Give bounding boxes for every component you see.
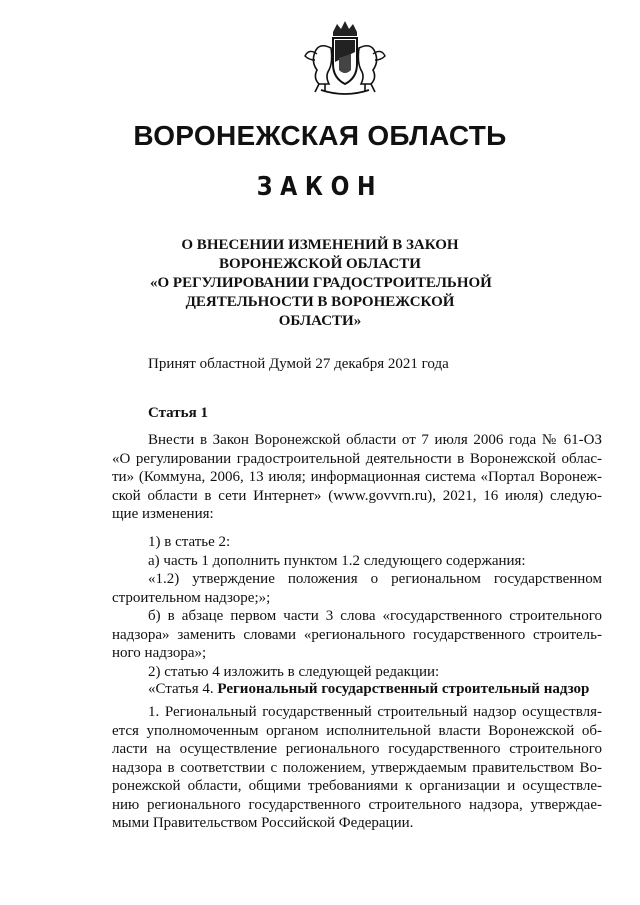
text-line: ронежской области, общими требованиями к организации и осуществле- (112, 778, 602, 794)
law-headline (150, 236, 490, 331)
text-line: надзора в соответствии с положением, утверждаемым правительством Во- (112, 759, 602, 776)
text-line: надзора» заменить словами «регионального государственного строитель- (112, 626, 602, 643)
text-line: б) в абзаце первом части 3 слова «государственного строительного (148, 608, 602, 624)
new-article-heading-line (112, 680, 602, 699)
text-line: щие изменения: (112, 506, 214, 522)
headline-line: «О РЕГУЛИРОВАНИИ ГРАДОСТРОИТЕЛЬНОЙ (150, 275, 492, 291)
adoption-date: Принят областной Думой 27 декабря 2021 года (148, 356, 449, 372)
text-line: мыми Правительством Российской Федерации. (112, 815, 414, 831)
text-line: ласти на осуществление регионального государственного строительного (112, 741, 602, 757)
text-line: ской области в сети Интернет» (www.govvrn.ru), 2021, 16 июля) следую- (112, 487, 602, 504)
new-article-heading (112, 680, 602, 699)
text-line: 1. Региональный государственный строительный надзор осуществля- (148, 704, 602, 720)
text-line: строительном надзоре;»; (112, 589, 271, 606)
text-line: Внести в Закон Воронежской области от 7 июля 2006 года № 61-ОЗ (148, 432, 602, 448)
text-line: ется уполномоченным органом исполнительной власти Воронежской об- (112, 722, 602, 739)
text-line: 2) статью 4 изложить в следующей редакции: (148, 663, 440, 680)
coat-of-arms-emblem (295, 18, 395, 98)
text-line: нию регионального государственного строительного надзора, утверждае- (112, 796, 602, 813)
headline-line: ВОРОНЕЖСКОЙ ОБЛАСТИ (219, 256, 421, 272)
new-article-prefix: «Статья 4. (148, 681, 214, 697)
text-line: 1) в статье 2: (148, 534, 231, 550)
new-article-title: Региональный государственный строительный надзор (217, 681, 590, 697)
text-line: а) часть 1 дополнить пунктом 1.2 следующего содержания: (148, 552, 526, 569)
text-line: ти» (Коммуна, 2006, 13 июля; информационная система «Портал Воронеж- (112, 469, 602, 485)
headline-line: О ВНЕСЕНИИ ИЗМЕНЕНИЙ В ЗАКОН (181, 237, 459, 253)
article-intro-paragraph (112, 431, 602, 524)
text-line: ного надзора»; (112, 645, 207, 661)
text-line: «1.2) утверждение положения о региональном государственном (148, 571, 602, 587)
headline-line: ДЕЯТЕЛЬНОСТИ В ВОРОНЕЖСКОЙ (185, 294, 455, 310)
clause-1-paragraph (112, 703, 602, 833)
document-type-title: ЗАКОН (256, 172, 384, 202)
text-line: «О регулировании градостроительной деятельности в Воронежской облас- (112, 450, 602, 467)
article-heading: Статья 1 (148, 405, 208, 421)
changes-list (112, 533, 602, 681)
region-title: ВОРОНЕЖСКАЯ ОБЛАСТЬ (133, 120, 507, 151)
headline-line: ОБЛАСТИ» (278, 313, 362, 329)
